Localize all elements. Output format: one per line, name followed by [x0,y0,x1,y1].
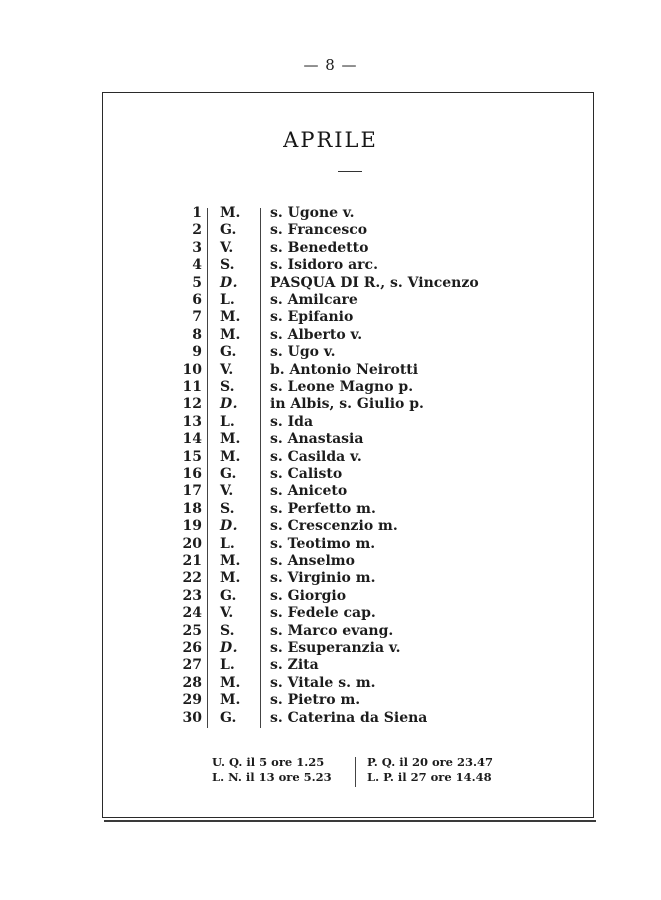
day-number: 26 [182,640,202,656]
day-row [0,343,661,361]
day-number: 5 [192,274,202,291]
day-row [0,378,661,396]
day-row [0,326,661,344]
day-number: 29 [182,692,202,709]
saint-name: PASQUA DI R., s. Vincenzo [270,274,479,291]
day-row [0,204,661,222]
day-row [0,622,661,640]
weekday: M. [220,674,241,691]
day-row [0,465,661,483]
weekday: S. [220,257,235,274]
day-number: 17 [182,483,202,500]
saint-name: s. Calisto [270,466,343,482]
weekday: L. [220,413,235,430]
day-row [0,395,661,413]
day-number: 23 [182,587,202,604]
moon-phase-lp: L. P. il 27 ore 14.48 [367,770,492,784]
saint-name: s. Leone Magno p. [270,379,414,395]
weekday: L. [220,292,235,308]
day-number: 11 [182,379,202,395]
day-number: 6 [192,292,202,308]
day-number: 14 [182,431,202,448]
weekday: M. [220,570,241,587]
day-row [0,500,661,518]
weekday: M. [220,448,241,465]
day-row [0,274,661,292]
day-row [0,256,661,274]
day-number: 30 [182,709,202,726]
saint-name: s. Zita [270,657,319,674]
day-number: 27 [182,657,202,674]
saint-name: s. Benedetto [270,239,369,256]
day-row [0,482,661,500]
weekday: S. [220,500,235,517]
day-row [0,656,661,674]
saint-name: s. Teotimo m. [270,535,376,552]
saint-name: s. Epifanio [270,309,354,326]
day-number: 20 [182,535,202,552]
saint-name: s. Pietro m. [270,692,361,709]
saint-name: s. Caterina da Siena [270,709,428,726]
saint-name: b. Antonio Neirotti [270,361,419,378]
day-number: 28 [182,674,202,691]
weekday: V. [220,483,234,500]
day-number: 3 [192,239,202,256]
weekday: L. [220,657,235,674]
day-row [0,221,661,239]
saint-name: s. Esuperanzia v. [270,640,401,656]
saint-name: s. Isidoro arc. [270,257,378,274]
weekday: S. [220,622,235,639]
day-number: 15 [182,448,202,465]
saint-name: s. Francesco [270,222,368,239]
weekday: S. [220,379,235,395]
weekday: G. [220,709,237,726]
day-row [0,569,661,587]
saint-name: s. Ugone v. [270,205,355,221]
title-rule [338,171,362,172]
day-row [0,674,661,692]
day-number: 24 [182,605,202,622]
weekday: M. [220,326,241,343]
day-number: 12 [182,396,202,413]
day-row [0,239,661,257]
saint-name: s. Ida [270,413,314,430]
day-number: 16 [182,466,202,482]
day-row [0,691,661,709]
weekday: D. [220,640,239,656]
saint-name: s. Ugo v. [270,344,336,361]
saint-name: s. Virginio m. [270,570,376,587]
day-number: 7 [192,309,202,326]
day-row [0,308,661,326]
saint-name: s. Giorgio [270,587,347,604]
moon-phase-uq: U. Q. il 5 ore 1.25 [212,755,325,769]
day-row [0,535,661,553]
page-number: — 8 — [303,56,358,74]
day-row [0,291,661,309]
day-row [0,639,661,657]
saint-name: s. Anastasia [270,431,364,448]
day-row [0,517,661,535]
day-number: 25 [182,622,202,639]
saint-name: in Albis, s. Giulio p. [270,396,424,413]
day-row [0,587,661,605]
day-row [0,552,661,570]
day-row [0,413,661,431]
weekday: M. [220,553,241,569]
day-number: 1 [192,205,202,221]
weekday: G. [220,344,237,361]
moon-phase-divider [355,757,356,787]
saint-name: s. Anselmo [270,553,355,569]
weekday: D. [220,274,239,291]
day-number: 2 [192,222,202,239]
moon-phase-pq: P. Q. il 20 ore 23.47 [367,755,494,769]
day-number: 18 [182,500,202,517]
weekday: G. [220,466,237,482]
weekday: D. [220,518,239,535]
day-number: 9 [192,344,202,361]
weekday: D. [220,396,239,413]
month-title: APRILE [283,128,378,152]
day-row [0,430,661,448]
saint-name: s. Crescenzio m. [270,518,398,535]
day-number: 4 [192,257,202,274]
weekday: V. [220,361,234,378]
day-number: 22 [182,570,202,587]
saint-name: s. Vitale s. m. [270,674,376,691]
day-number: 13 [182,413,202,430]
weekday: V. [220,605,234,622]
saint-name: s. Fedele cap. [270,605,376,622]
saint-name: s. Perfetto m. [270,500,376,517]
frame-bottom-rule [104,820,596,822]
moon-phase-ln: L. N. il 13 ore 5.23 [212,770,332,784]
day-number: 21 [182,553,202,569]
day-row [0,604,661,622]
day-number: 10 [182,361,202,378]
weekday: G. [220,222,237,239]
weekday: M. [220,205,241,221]
saint-name: s. Casilda v. [270,448,362,465]
day-row [0,448,661,466]
weekday: L. [220,535,235,552]
saint-name: s. Alberto v. [270,326,363,343]
saint-name: s. Aniceto [270,483,348,500]
day-row [0,361,661,379]
weekday: M. [220,309,241,326]
day-row [0,709,661,727]
day-number: 8 [192,326,202,343]
saint-name: s. Marco evang. [270,622,394,639]
day-number: 19 [182,518,202,535]
weekday: M. [220,692,241,709]
saint-name: s. Amilcare [270,292,358,308]
weekday: G. [220,587,237,604]
weekday: M. [220,431,241,448]
weekday: V. [220,239,234,256]
